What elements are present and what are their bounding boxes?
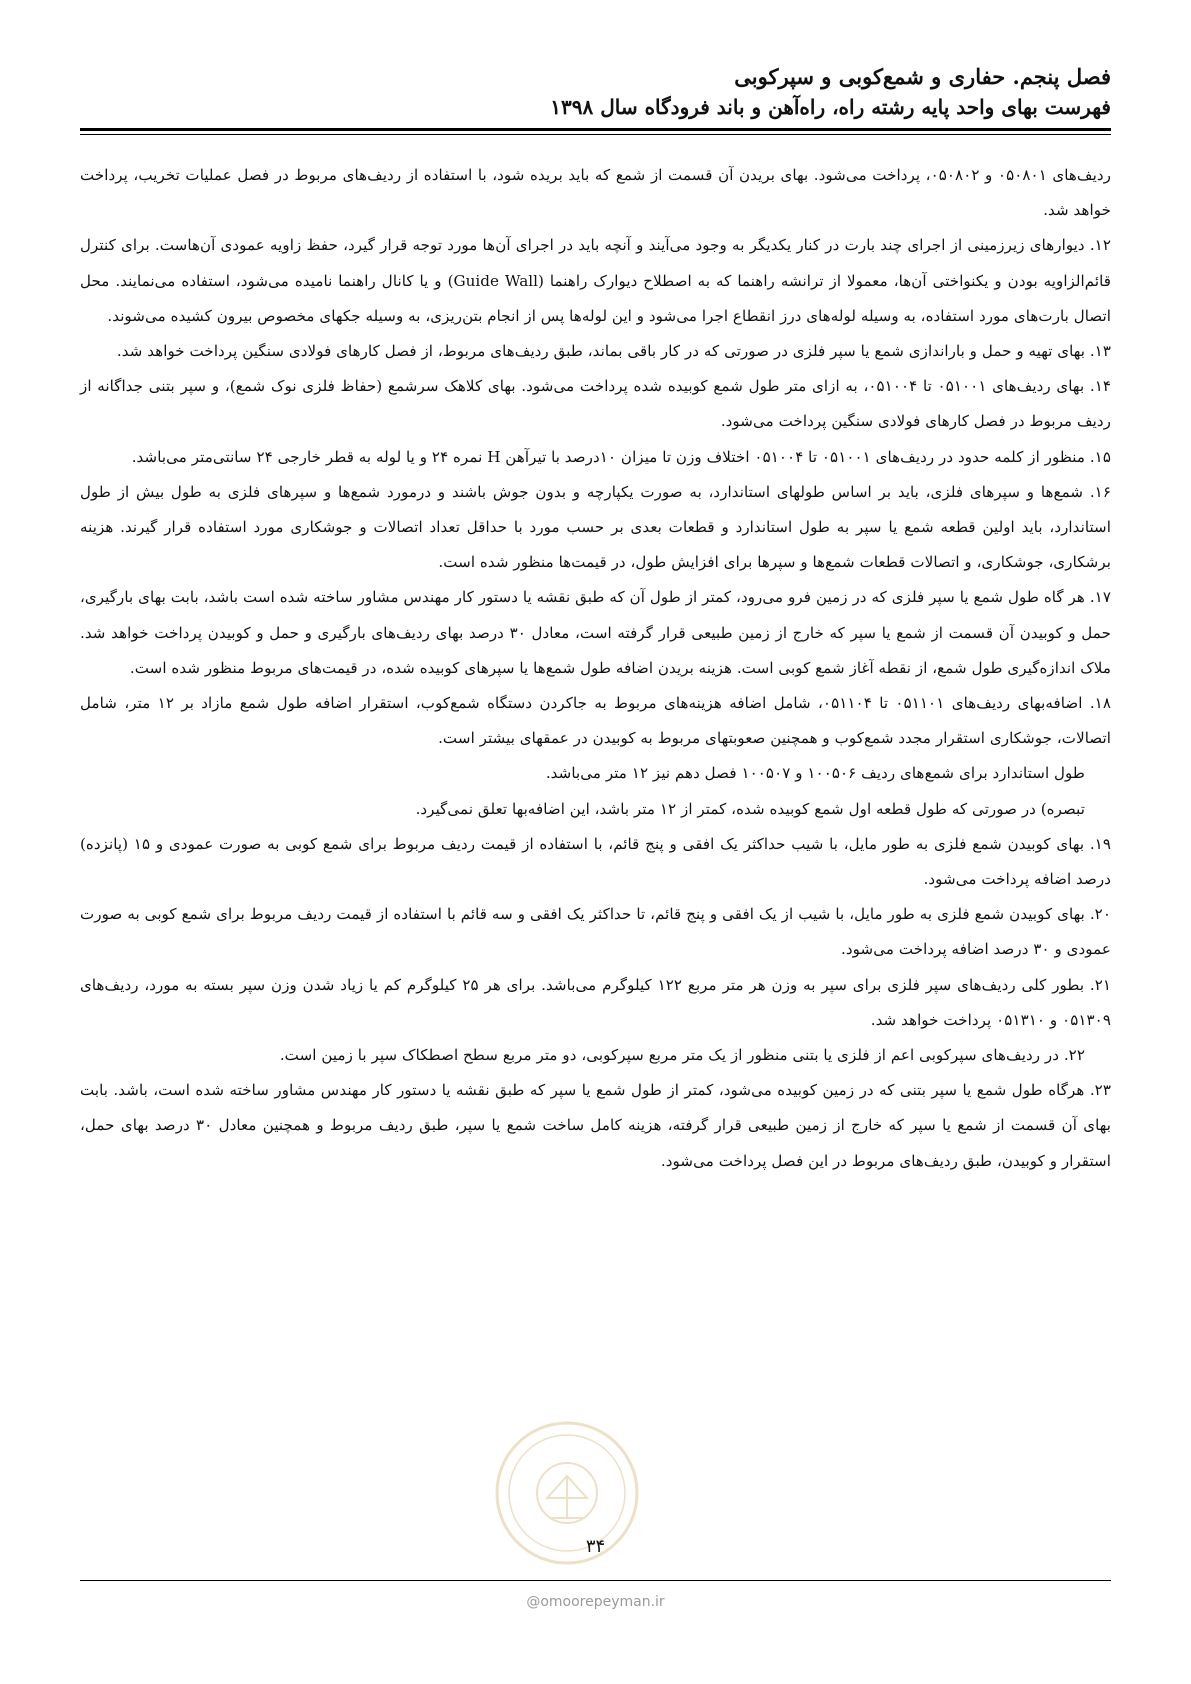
footer-rule <box>80 1580 1111 1581</box>
paragraph: ۱۵. منظور از کلمه حدود در ردیف‌های ۰۵۱۰۰۱ تا ۰۵۱۰۰۴ اختلاف وزن تا میزان ۱۰درصد با تیرآهن H نمره ۲۴ و یا لوله به قطر خارجی ۲۴ سانتی‌متر می‌باشد. <box>131 447 1111 466</box>
paragraph: ۱۶. شمع‌ها و سپرهای فلزی، باید بر اساس طولهای استاندارد، به صورت یکپارچه و بدون جوش باشند و درمورد شمع‌ها و سپرهای فلزی به طول بیش از طول استاندارد، باید اولین قطعه شمع یا سپر به طول استاندارد و قطعات بعدی بر حسب مورد با حداقل تعداد اتصالات و جوشکاری مورد استفاده قرار گیرند. هزینه برشکاری، جوشکاری، و اتصالات قطعات شمع‌ها و سپرها برای افزایش طول، در قیمت‌ها منظور شده است. <box>80 482 1111 572</box>
body-text <box>80 158 1111 1179</box>
paragraph: ۱۸. اضافه‌بهای ردیف‌های ۰۵۱۱۰۱ تا ۰۵۱۱۰۴، شامل اضافه هزینه‌های مربوط به جاکردن دستگاه شمع‌کوب، استقرار اضافه طول شمع مازاد بر ۱۲ متر، شامل اتصالات، جوشکاری استقرار مجدد شمع‌کوب و همچنین صعوبتهای مربوط به کوبیدن در عمقهای بیشتر است. <box>80 694 1111 748</box>
paragraph: ۱۴. بهای ردیف‌های ۰۵۱۰۰۱ تا ۰۵۱۰۰۴، به ازای متر طول شمع کوبیده شده پرداخت می‌شود. بهای کلاهک سرشمع (حفاظ فلزی نوک شمع)، و سپر بتنی جداگانه از ردیف مربوط در فصل کارهای فولادی سنگین پرداخت می‌شود. <box>80 377 1112 431</box>
paragraph: ۱۷. هر گاه طول شمع یا سپر فلزی که در زمین فرو می‌رود، کمتر از طول آن که طبق نقشه یا دستور کار مهندس مشاور ساخته شده است باشد، بابت بهای بارگیری، حمل و کوبیدن آن قسمت از شمع یا سپر که خارج از زمین طبیعی قرار گرفته است، معادل ۳۰ درصد بهای ردیف‌های بارگیری و حمل و کوبیدن پرداخت خواهد شد. ملاک اندازه‌گیری طول شمع، از نقطه آغاز شمع کوبی است. هزینه بریدن اضافه طول شمع‌ها یا سپرهای کوبیده شده، در قیمت‌های مربوط منظور شده است. <box>80 588 1111 677</box>
paragraph: ۱۲. دیوارهای زیرزمینی از اجرای چند بارت در کنار یکدیگر به وجود می‌آیند و آنچه باید در اجرای آن‌ها مورد توجه قرار گیرد، حفظ زاویه عمودی آن‌هاست. برای کنترل قائم‌الزاویه بودن و یکنواختی آن‌ها، معمولا از ترانشه راهنما که به اصطلاح دیوارک راهنما (Guide Wall) و یا کانال راهنما نامیده می‌شود، استفاده می‌نمایند. محل اتصال بارت‌های مورد استفاده، به وسیله لوله‌های درز انقطاع اجرا می‌شود و این لوله‌ها پس از انجام بتن‌ریزی، به وسیله جکهای مخصوص بیرون کشیده می‌شوند. <box>80 236 1111 325</box>
paragraph: ۲۲. در ردیف‌های سپرکوبی اعم از فلزی یا بتنی منظور از یک متر مربع سپرکوبی، دو متر مربع سطح اصطکاک سپر با زمین است. <box>279 1046 1085 1065</box>
page-header <box>80 62 1111 122</box>
paragraph: ۲۱. بطور کلی ردیف‌های سپر فلزی برای سپر به وزن هر متر مربع ۱۲۲ کیلوگرم می‌باشد. برای هر ۲۵ کیلوگرم کم یا زیاد شدن وزن سپر بسته به مورد، ردیف‌های ۰۵۱۳۰۹ و ۰۵۱۳۱۰ پرداخت خواهد شد. <box>80 975 1112 1029</box>
header-rule-thin <box>80 134 1111 135</box>
page-number: ۳۴ <box>585 1536 606 1557</box>
chapter-title: فصل پنجم. حفاری و شمع‌کوبی و سپرکوبی <box>734 64 1111 89</box>
paragraph: ۲۳. هرگاه طول شمع یا سپر بتنی که در زمین کوبیده می‌شود، کمتر از طول شمع یا سپر که طبق نقشه یا دستور کار مهندس مشاور ساخته شده است، باشد. بابت بهای آن قسمت از شمع یا سپر که خارج از زمین طبیعی قرار گرفته، هزینه کامل ساخت شمع یا سپر، طبق ردیف مربوط و همچنین معادل ۳۰ درصد بهای حمل، استقرار و کوبیدن، طبق ردیف‌های مربوط در این فصل پرداخت می‌شود. <box>80 1081 1111 1170</box>
paragraph: ردیف‌های ۰۵۰۸۰۱ و ۰۵۰۸۰۲، پرداخت می‌شود. بهای بریدن آن قسمت از شمع که باید بریده شود، با استفاده از ردیف‌های مربوط در فصل عملیات تخریب، پرداخت خواهد شد. <box>80 166 1111 220</box>
website-credit: @omoorepeyman.ir <box>526 1594 665 1610</box>
paragraph-note: تبصره) در صورتی که طول قطعه اول شمع کوبیده شده، کمتر از ۱۲ متر باشد، این اضافه‌بها تعلق نمی‌گیرد. <box>415 799 1085 818</box>
header-rule-thick <box>80 128 1111 131</box>
paragraph: ۱۳. بهای تهیه و حمل و باراندازی شمع یا سپر فلزی در صورتی که در کار باقی بماند، طبق ردیف‌های مربوط، از فصل کارهای فولادی سنگین پرداخت خواهد شد. <box>116 342 1111 361</box>
paragraph: طول استاندارد برای شمع‌های ردیف ۱۰۰۵۰۶ و ۱۰۰۵۰۷ فصل دهم نیز ۱۲ متر می‌باشد. <box>545 764 1085 783</box>
paragraph: ۲۰. بهای کوبیدن شمع فلزی به طور مایل، با شیب از یک افقی و پنج قائم، تا حداکثر یک افقی و سه قائم با استفاده از قیمت ردیف مربوط برای شمع کوبی به صورت عمودی و ۳۰ درصد اضافه پرداخت می‌شود. <box>80 905 1111 959</box>
document-subtitle: فهرست بهای واحد پایه رشته راه، راه‌آهن و باند فرودگاه سال ۱۳۹۸ <box>550 95 1111 119</box>
paragraph: ۱۹. بهای کوبیدن شمع فلزی به طور مایل، با شیب حداکثر یک افقی و پنج قائم، با استفاده از قیمت ردیف مربوط برای شمع کوبی به صورت عمودی و ۱۵ (پانزده) درصد اضافه پرداخت می‌شود. <box>80 834 1111 889</box>
